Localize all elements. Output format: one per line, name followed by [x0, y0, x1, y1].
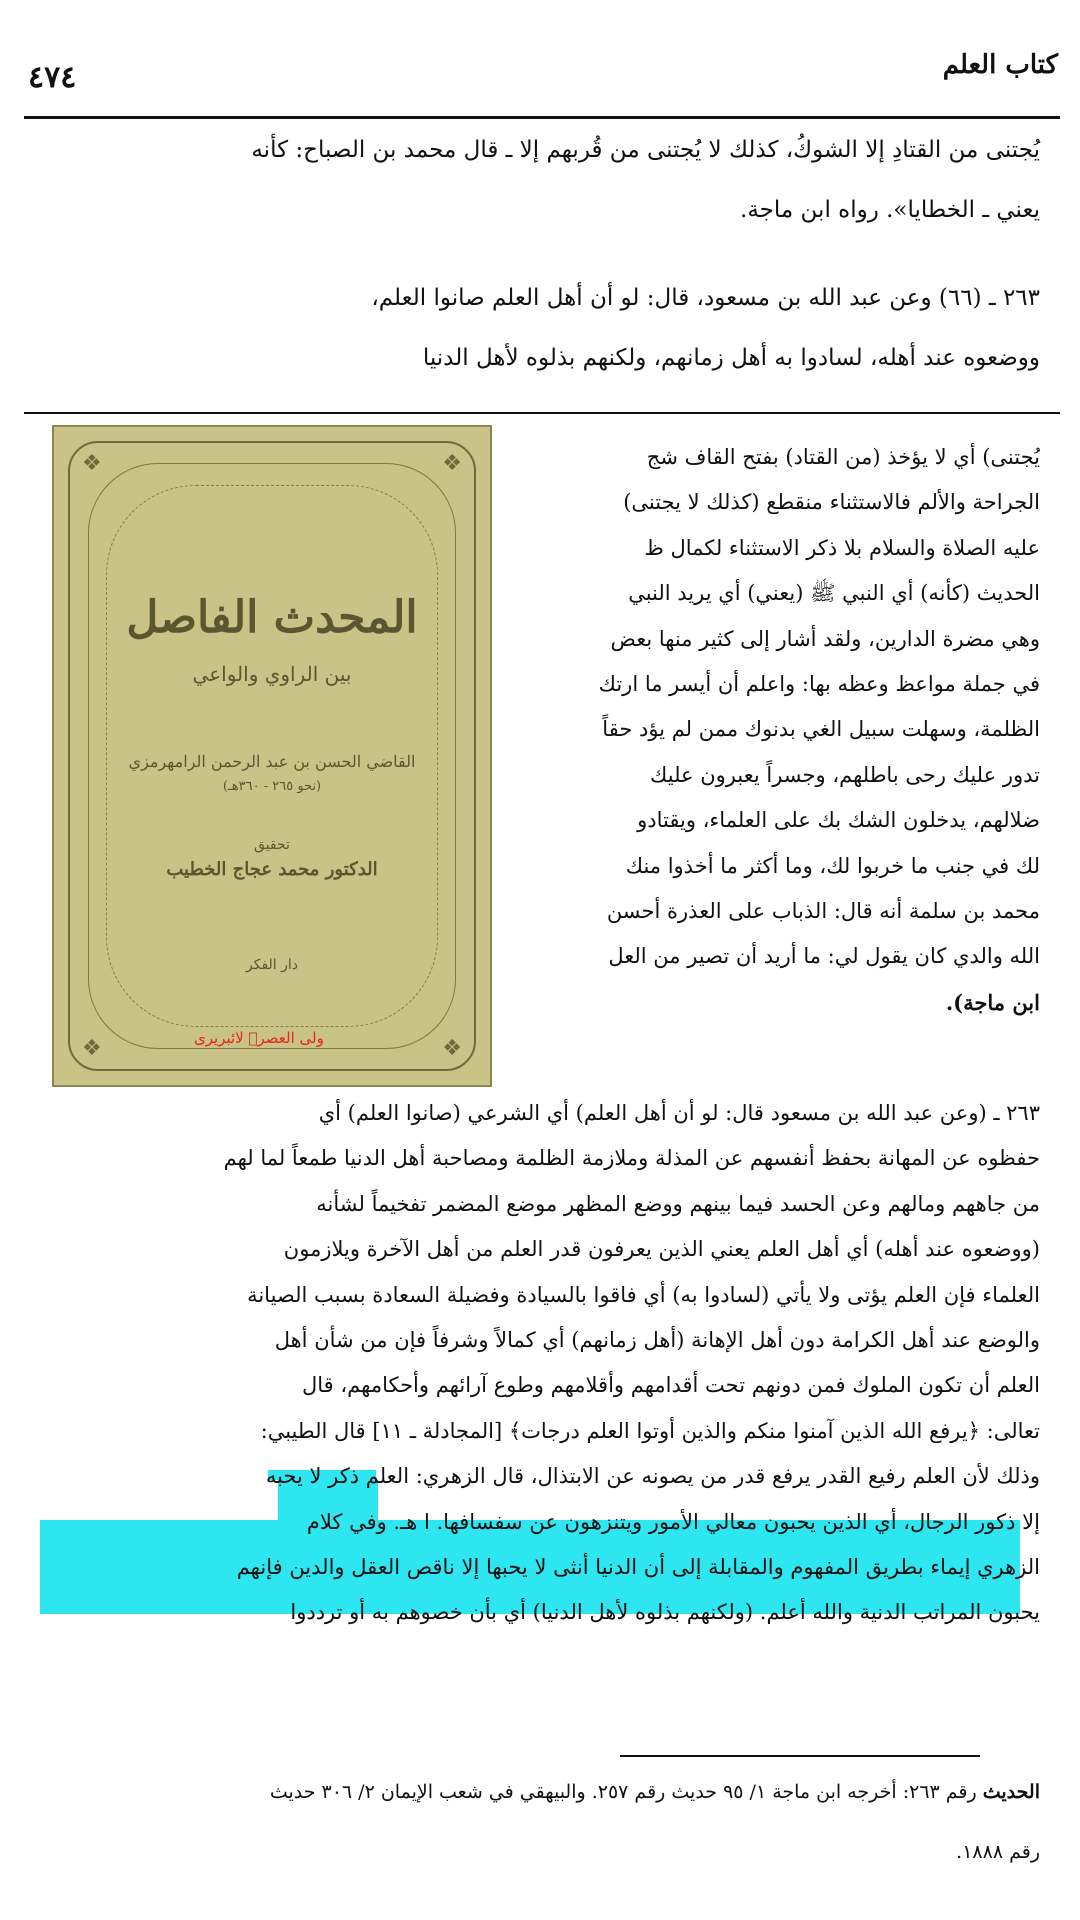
cover-editor: الدكتور محمد عجاج الخطيب [166, 859, 378, 880]
footnote-divider [620, 1755, 980, 1757]
footnote-line: رقم ١٨٨٨. [956, 1841, 1040, 1863]
corner-ornament-icon: ❖ [82, 451, 102, 476]
commentary-line: إلا ذكور الرجال، أي الذين يحبون معالي الأمور ويتنزهون عن سفسافها. ا هـ. وفي كلام [306, 1509, 1040, 1534]
corner-ornament-icon: ❖ [82, 1036, 102, 1061]
commentary-line: ضلالهم، يدخلون الشك بك على العلماء، ويقتادو [637, 808, 1040, 833]
commentary-line: العلماء فإن العلم يؤتى ولا يأتي (لسادوا به) أي فاقوا بالسيادة وفضيلة السعادة بسبب الصيانة [247, 1282, 1040, 1307]
hadith-263-text [40, 268, 1040, 388]
footnote [40, 1762, 1040, 1882]
library-watermark: ولی العصرؒ لائبریری [194, 1029, 324, 1047]
commentary-line: الله والدي كان يقول لي: ما أريد أن تصير من العل [608, 944, 1040, 969]
matn-continuation [40, 120, 1040, 240]
header-divider [24, 116, 1060, 119]
commentary-main [40, 1091, 1040, 1636]
footnote-text: رقم ٢٦٣: أخرجه ابن ماجة ١/ ٩٥ حديث رقم ٢٥٧. والبيهقي في شعب الإيمان ٢/ ٣٠٦ حديث [269, 1781, 977, 1803]
corner-ornament-icon: ❖ [442, 1036, 462, 1061]
commentary-line: الظلمة، وسهلت سبيل الغي بدنوك ممن لم يؤد حقاً [602, 717, 1040, 742]
hadith-line: ٢٦٣ ـ (٦٦) وعن عبد الله بن مسعود، قال: لو أن أهل العلم صانوا العلم، [371, 285, 1040, 311]
hadith-line: ووضعوه عند أهله، لسادوا به أهل زمانهم، ولكنهم بذلوه لأهل الدنيا [422, 345, 1040, 371]
commentary-line: يُجتنى) أي لا يؤخذ (من القتاد) بفتح القاف شج [646, 445, 1040, 469]
commentary-line: تدور عليك رحى باطلهم، وجسراً يعبرون عليك [650, 762, 1040, 787]
footnote-label: الحديث [982, 1781, 1040, 1803]
commentary-line: ابن ماجة). [945, 989, 1040, 1015]
corner-ornament-icon: ❖ [442, 451, 462, 476]
commentary-line: العلم أن تكون الملوك فمن دونهم تحت أقدامهم وأقلامهم وطوع آرائهم وأحكامهم، قال [302, 1373, 1040, 1398]
cover-title: المحدث الفاصل [126, 592, 418, 643]
commentary-line: الحديث (كأنه) أي النبي ﷺ (يعني) أي يريد النبي [628, 581, 1040, 606]
commentary-line: يحبون المراتب الدنية والله أعلم. (ولكنهم بذلوه لأهل الدنيا) أي بأن خصوهم به أو ترددوا [290, 1600, 1040, 1625]
commentary-line: لك في جنب ما خربوا لك، وما أكثر ما أخذوا منك [625, 853, 1040, 878]
matn-sharh-divider [24, 412, 1060, 414]
commentary-line: حفظوه عن المهانة بحفظ أنفسهم عن المذلة وملازمة الظلمة ومصاحبة أهل الدنيا طمعاً لما لهم [223, 1146, 1040, 1171]
matn-line: يعني ـ الخطايا». رواه ابن ماجة. [740, 197, 1040, 223]
commentary-line: ٢٦٣ ـ (وعن عبد الله بن مسعود قال: لو أن أهل العلم) أي الشرعي (صانوا العلم) أي [318, 1101, 1040, 1125]
book-cover-image [52, 425, 492, 1087]
commentary-line: وهي مضرة الدارين، ولقد أشار إلى كثير منها بعض [610, 626, 1040, 651]
cover-subtitle: بين الراوي والواعي [192, 662, 352, 686]
commentary-line: محمد بن سلمة أنه قال: الذباب على العذرة أحسن [606, 899, 1040, 924]
commentary-top [508, 435, 1040, 1025]
running-head-title: كتاب العلم [942, 50, 1058, 80]
page-number: ٤٧٤ [28, 60, 77, 95]
cover-tahqiq: تحقيق [254, 837, 290, 853]
commentary-line: والوضع عند أهل الكرامة دون أهل الإهانة (أهل زمانهم) أي كمالاً وشرفاً فإن من شأن أهل [274, 1328, 1040, 1353]
cover-publisher: دار الفكر [245, 957, 299, 973]
commentary-line: من جاههم ومالهم وعن الحسد فيما بينهم ووضع المظهر موضع المضمر تفخيماً لشأنه [316, 1191, 1040, 1216]
matn-line: يُجتنى من القتادِ إلا الشوكُ، كذلك لا يُجتنى من قُربهم إلا ـ قال محمد بن الصباح: كأنه [251, 137, 1040, 163]
commentary-line: وذلك لأن العلم رفيع القدر يرفع قدر من يصونه عن الابتذال، قال الزهري: العلم ذكر لا يحبه [265, 1464, 1040, 1489]
commentary-line: تعالى: ﴿يرفع الله الذين آمنوا منكم والذين أوتوا العلم درجات﴾ [المجادلة ـ ١١] قال الطيبي: [260, 1418, 1040, 1443]
commentary-line: الجراحة والألم فالاستثناء منقطع (كذلك لا يجتنى) [623, 490, 1040, 515]
commentary-line: (ووضعوه عند أهله) أي أهل العلم يعني الذين يعرفون قدر العلم من أهل الآخرة ويلازمون [283, 1237, 1040, 1262]
commentary-line: عليه الصلاة والسلام بلا ذكر الاستثناء لكمال ظ [644, 535, 1040, 560]
footnote-line [40, 1762, 1040, 1822]
commentary-line: الزهري إيماء بطريق المفهوم والمقابلة إلى أن الدنيا أنثى لا يحبها إلا ناقص العقل والدين فإنهم [236, 1555, 1040, 1580]
cover-dates: (نحو ٢٦٥ - ٣٦٠هـ) [222, 779, 322, 794]
commentary-line: في جملة مواعظ وعظه بها: واعلم أن أيسر ما ارتك [598, 672, 1040, 697]
cover-author: القاضي الحسن بن عبد الرحمن الرامهرمزي [128, 752, 416, 771]
